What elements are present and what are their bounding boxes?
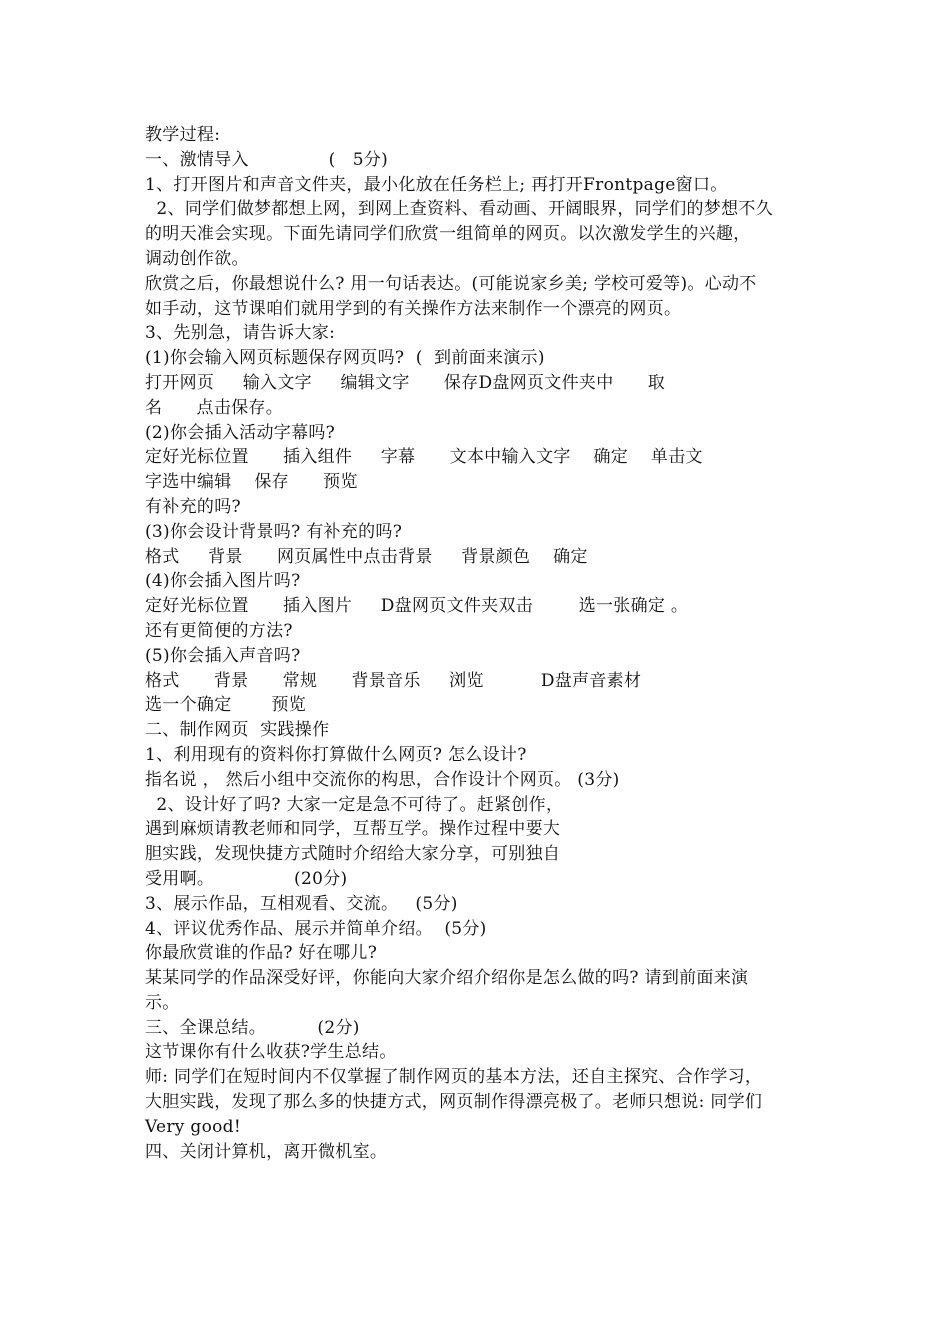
- text-line: 选一个确定 预览: [145, 695, 307, 716]
- document-body: [145, 123, 815, 1164]
- text-line: 遇到麻烦请教老师和同学，互帮互学。操作过程中要大: [145, 819, 561, 840]
- text-line: 三、全课总结。 (2分): [145, 1017, 360, 1038]
- text-line: 这节课你有什么收获?学生总结。: [145, 1042, 397, 1063]
- text-line: 格式 背景 常规 背景音乐 浏览 D盘声音素材: [145, 670, 642, 691]
- text-line: 格式 背景 网页属性中点击背景 背景颜色 确定: [145, 546, 588, 567]
- text-line: 二、制作网页 实践操作: [145, 720, 330, 741]
- text-line: 定好光标位置 插入图片 D盘网页文件夹双击 选一张确定 。: [145, 596, 689, 617]
- text-line: 名 点击保存。: [145, 397, 284, 418]
- text-line: 2、设计好了吗? 大家一定是急不可待了。赶紧创作，: [145, 794, 564, 815]
- text-line: 受用啊。 (20分): [145, 868, 348, 889]
- text-line: 调动创作欲。: [145, 248, 249, 269]
- text-line: 如手动，这节课咱们就用学到的有关操作方法来制作一个漂亮的网页。: [145, 298, 682, 319]
- text-line: 欣赏之后，你最想说什么? 用一句话表达。(可能说家乡美; 学校可爱等)。心动不: [145, 273, 757, 294]
- text-line: 有补充的吗?: [145, 496, 241, 517]
- text-line: 指名说 ， 然后小组中交流你的构思，合作设计个网页。 (3分): [145, 769, 620, 790]
- text-line: Very good!: [145, 1116, 241, 1137]
- text-line: 胆实践，发现快捷方式随时介绍给大家分享，可别独自: [145, 844, 561, 865]
- text-line: 一、激情导入 ( 5分): [145, 149, 389, 170]
- text-line: 3、先别急，请告诉大家:: [145, 323, 336, 344]
- text-line: 字选中编辑 保存 预览: [145, 472, 358, 493]
- text-line: (2)你会插入活动字幕吗?: [145, 422, 336, 443]
- text-line: (4)你会插入图片吗?: [145, 571, 301, 592]
- text-line: 4、评议优秀作品、展示并简单介绍。 (5分): [145, 918, 487, 939]
- text-line: 1、打开图片和声音文件夹，最小化放在任务栏上; 再打开Frontpage窗口。: [145, 174, 728, 195]
- text-line: 大胆实践，发现了那么多的快捷方式，网页制作得漂亮极了。老师只想说: 同学们: [145, 1092, 763, 1113]
- text-line: (3)你会设计背景吗? 有补充的吗?: [145, 521, 403, 542]
- text-line: 某某同学的作品深受好评，你能向大家介绍介绍你是怎么做的吗? 请到前面来演: [145, 968, 749, 989]
- text-line: 1、利用现有的资料你打算做什么网页? 怎么设计?: [145, 744, 527, 765]
- text-line: (1)你会输入网页标题保存网页吗? ( 到前面来演示): [145, 348, 545, 369]
- text-line: 师: 同学们在短时间内不仅掌握了制作网页的基本方法，还自主探究、合作学习，: [145, 1067, 763, 1088]
- text-line: (5)你会插入声音吗?: [145, 645, 301, 666]
- text-line: 打开网页 输入文字 编辑文字 保存D盘网页文件夹中 取: [145, 372, 666, 393]
- text-line: 四、关闭计算机，离开微机室。: [145, 1141, 388, 1162]
- text-line: 还有更简便的方法?: [145, 620, 293, 641]
- text-line: 2、同学们做梦都想上网，到网上查资料、看动画、开阔眼界，同学们的梦想不久: [145, 199, 774, 220]
- text-line: 你最欣赏谁的作品? 好在哪儿?: [145, 943, 378, 964]
- text-line: 示。: [145, 992, 180, 1013]
- text-line: 定好光标位置 插入组件 字幕 文本中输入文字 确定 单击文: [145, 447, 703, 468]
- text-line: 教学过程:: [145, 125, 221, 145]
- text-line: 3、展示作品，互相观看、交流。 (5分): [145, 893, 458, 914]
- text-line: 的明天准会实现。下面先请同学们欣赏一组简单的网页。以次激发学生的兴趣，: [145, 224, 751, 245]
